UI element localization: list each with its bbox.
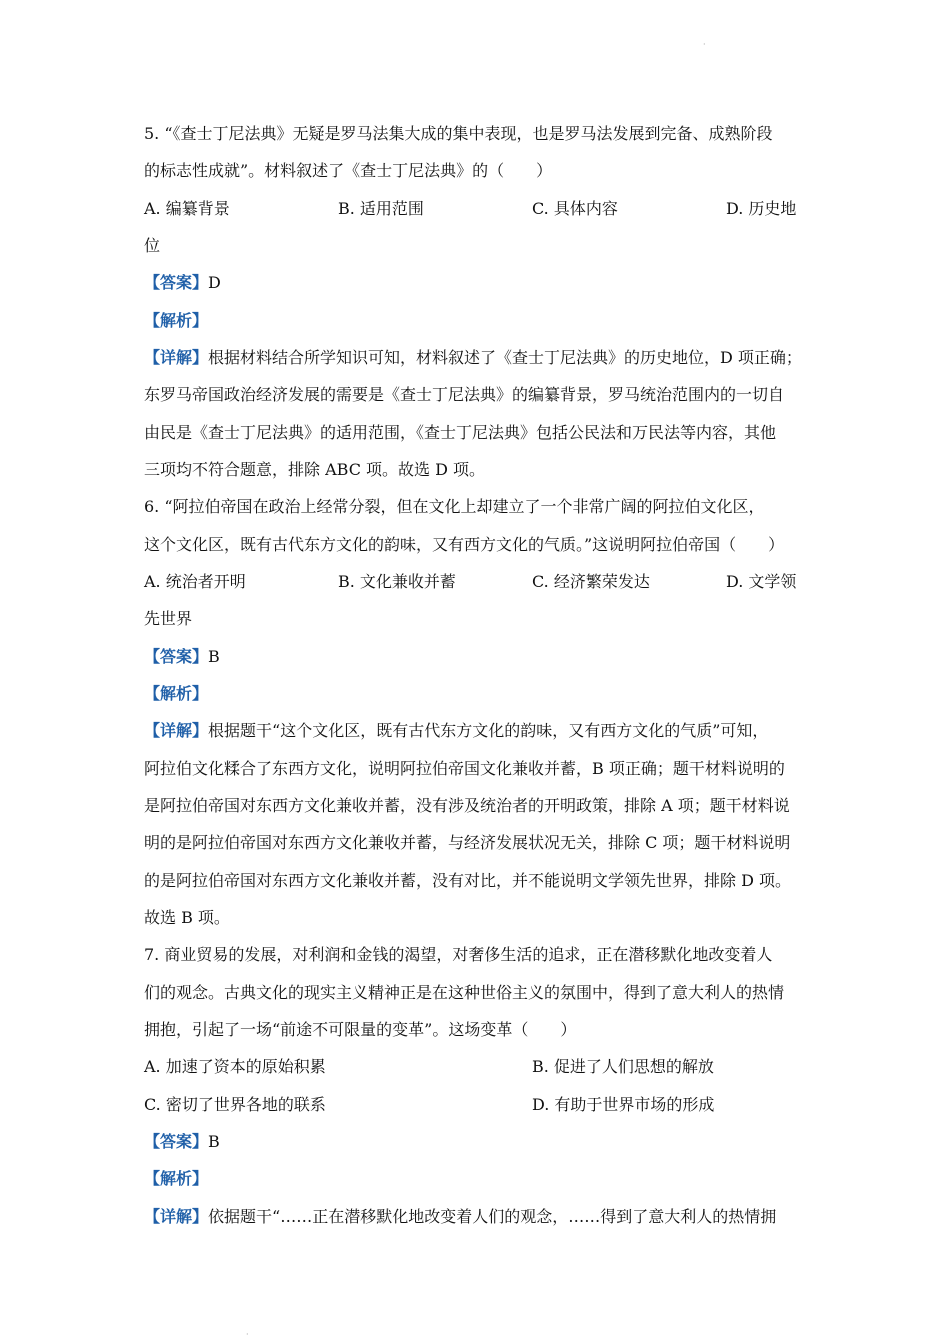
q5-option-b: B. 适用范围 bbox=[338, 199, 424, 218]
analysis-tag: 【解析】 bbox=[144, 1169, 209, 1188]
detail-text: 根据材料结合所学知识可知，材料叙述了《查士丁尼法典》的历史地位，D 项正确； bbox=[208, 348, 802, 367]
analysis-tag: 【解析】 bbox=[144, 684, 209, 703]
detail-text: 依据题干“……正在潜移默化地改变着人们的观念，……得到了意大利人的热情拥 bbox=[208, 1207, 777, 1226]
q6-option-a: A. 统治者开明 bbox=[144, 572, 246, 591]
q5-option-wrap: 位 bbox=[144, 236, 161, 255]
q7-answer bbox=[144, 1132, 816, 1152]
q5-option-d: D. 历史地 bbox=[726, 199, 797, 218]
detail-tag: 【详解】 bbox=[144, 721, 209, 740]
answer-tag: 【答案】 bbox=[144, 273, 209, 292]
q6-detail-line: 阿拉伯文化糅合了东西方文化，说明阿拉伯帝国文化兼收并蓄，B 项正确；题干材料说明的 bbox=[144, 759, 785, 778]
q5-detail-line: 东罗马帝国政治经济发展的需要是《查士丁尼法典》的编纂背景，罗马统治范围内的一切自 bbox=[144, 385, 785, 404]
q6-detail-line: 是阿拉伯帝国对东西方文化兼收并蓄，没有涉及统治者的开明政策，排除 A 项；题干材料说 bbox=[144, 796, 790, 815]
q7-stem-line: 7. 商业贸易的发展，对利润和金钱的渴望，对奢侈生活的追求，正在潜移默化地改变着人 bbox=[144, 945, 773, 964]
q7-option-c: C. 密切了世界各地的联系 bbox=[144, 1095, 326, 1114]
q6-detail-line: 明的是阿拉伯帝国对东西方文化兼收并蓄，与经济发展状况无关，排除 C 项；题干材料说明 bbox=[144, 833, 791, 852]
answer-value: D bbox=[208, 273, 221, 292]
answer-value: B bbox=[208, 647, 220, 666]
q7-stem-line: 们的观念。古典文化的现实主义精神正是在这种世俗主义的氛围中，得到了意大利人的热情 bbox=[144, 983, 785, 1002]
q5-option-c: C. 具体内容 bbox=[532, 199, 618, 218]
q6-detail-line bbox=[144, 721, 816, 741]
decor-dot: · bbox=[703, 40, 706, 49]
answer-tag: 【答案】 bbox=[144, 1132, 209, 1151]
q7-analysis bbox=[144, 1169, 816, 1189]
answer-value: B bbox=[208, 1132, 220, 1151]
q5-answer bbox=[144, 273, 816, 293]
q5-option-a: A. 编纂背景 bbox=[144, 199, 230, 218]
q6-detail-line: 故选 B 项。 bbox=[144, 908, 230, 927]
q5-detail-line: 由民是《查士丁尼法典》的适用范围，《查士丁尼法典》包括公民法和万民法等内容，其他 bbox=[144, 423, 777, 442]
q5-detail-line: 三项均不符合题意，排除 ABC 项。故选 D 项。 bbox=[144, 460, 486, 479]
q7-stem-line: 拥抱，引起了一场“前途不可限量的变革”。这场变革（ ） bbox=[144, 1020, 577, 1039]
q5-stem-line: 的标志性成就”。材料叙述了《查士丁尼法典》的（ ） bbox=[144, 161, 553, 180]
q6-analysis bbox=[144, 684, 816, 704]
q6-detail-line: 的是阿拉伯帝国对东西方文化兼收并蓄，没有对比，并不能说明文学领先世界，排除 D 项。 bbox=[144, 871, 792, 890]
q6-option-wrap: 先世界 bbox=[144, 609, 193, 628]
q5-analysis bbox=[144, 311, 816, 331]
q7-option-d: D. 有助于世界市场的形成 bbox=[532, 1095, 715, 1114]
q6-option-b: B. 文化兼收并蓄 bbox=[338, 572, 456, 591]
q6-stem-line: 6. “阿拉伯帝国在政治上经常分裂，但在文化上却建立了一个非常广阔的阿拉伯文化区， bbox=[144, 497, 765, 516]
analysis-tag: 【解析】 bbox=[144, 311, 209, 330]
decor-dot: · bbox=[246, 1330, 249, 1339]
detail-text: 根据题干“这个文化区，既有古代东方文化的韵味，又有西方文化的气质”可知， bbox=[208, 721, 769, 740]
q7-option-a: A. 加速了资本的原始积累 bbox=[144, 1057, 326, 1076]
q6-answer bbox=[144, 647, 816, 667]
answer-tag: 【答案】 bbox=[144, 647, 209, 666]
q5-detail-line bbox=[144, 348, 816, 368]
q7-detail-line bbox=[144, 1207, 816, 1227]
q7-option-b: B. 促进了人们思想的解放 bbox=[532, 1057, 714, 1076]
detail-tag: 【详解】 bbox=[144, 348, 209, 367]
q6-stem-line: 这个文化区，既有古代东方文化的韵味，又有西方文化的气质。”这说明阿拉伯帝国（ ） bbox=[144, 535, 785, 554]
q6-option-c: C. 经济繁荣发达 bbox=[532, 572, 650, 591]
q6-option-d: D. 文学领 bbox=[726, 572, 797, 591]
detail-tag: 【详解】 bbox=[144, 1207, 209, 1226]
q5-stem-line: 5. “《查士丁尼法典》无疑是罗马法集大成的集中表现，也是罗马法发展到完备、成熟阶段 bbox=[144, 124, 773, 143]
